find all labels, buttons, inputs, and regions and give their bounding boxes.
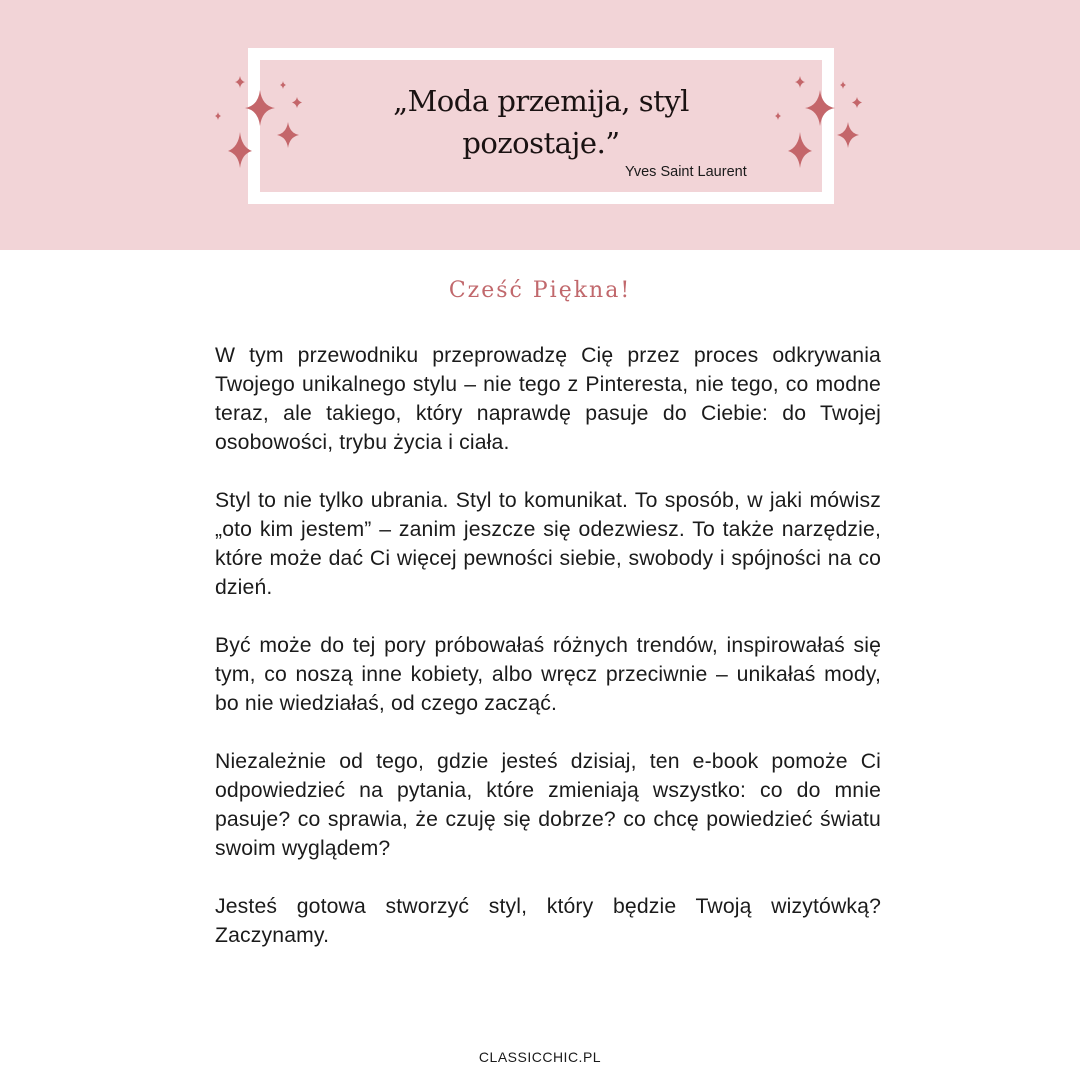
greeting-heading: Cześć Piękna! xyxy=(448,278,632,303)
quote-text xyxy=(260,80,822,164)
quote-line-1: „Moda przemija, styl xyxy=(393,84,689,118)
quote-author: Yves Saint Laurent xyxy=(625,164,747,180)
paragraph: Niezależnie od tego, gdzie jesteś dzisiaj, ten e-book pomoże Ci odpowiedzieć na pytania, które zmieniają wszystko: co do mnie pasuje? co sprawia, że czuję się dobrze? co chcę powiedzieć światu swoim wyglądem? xyxy=(215,750,881,860)
body-text xyxy=(215,341,881,979)
paragraph: Jesteś gotowa stworzyć styl, który będzie Twoją wizytówką? Zaczynamy. xyxy=(215,895,881,947)
quote-line-2: pozostaje.” xyxy=(462,126,620,160)
paragraph: Styl to nie tylko ubrania. Styl to komunikat. To sposób, w jaki mówisz „oto kim jestem” – zanim jeszcze się odezwiesz. To także narzędzie, które może dać Ci więcej pewności siebie, swobody i spójności na co dzień. xyxy=(215,489,881,599)
paragraph: W tym przewodniku przeprowadzę Cię przez proces odkrywania Twojego unikalnego stylu – nie tego z Pinteresta, nie tego, co modne teraz, ale takiego, który naprawdę pasuje do Ciebie: do Twojej osobowości, trybu życia i ciała. xyxy=(215,344,881,454)
footer-website: CLASSICCHIC.PL xyxy=(478,1049,602,1065)
paragraph: Być może do tej pory próbowałaś różnych trendów, inspirowałaś się tym, co noszą inne kobiety, albo wręcz przeciwnie – unikałaś mody, bo nie wiedziałaś, od czego zacząć. xyxy=(215,634,881,715)
